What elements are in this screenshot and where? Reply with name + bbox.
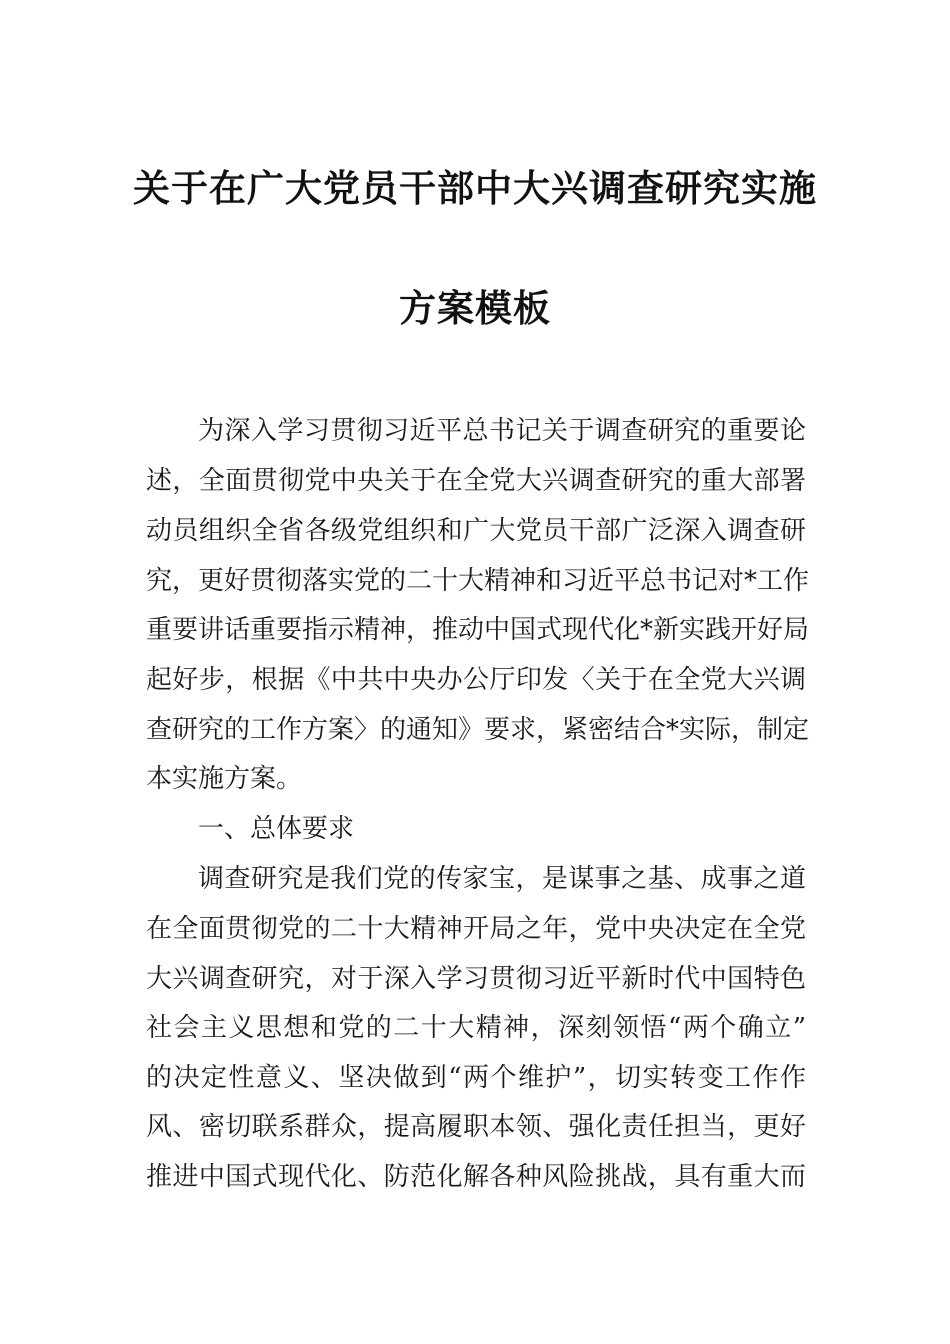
body-line: 大兴调查研究，对于深入学习贯彻习近平新时代中国特色	[146, 964, 806, 994]
section-heading: 一、总体要求	[198, 814, 355, 844]
body-line: 的决定性意义、坚决做到“两个维护”，切实转变工作作	[146, 1063, 806, 1093]
body-line: 查研究的工作方案〉的通知》要求，紧密结合*实际，制定	[146, 715, 810, 745]
body-line: 社会主义思想和党的二十大精神，深刻领悟“两个确立”	[146, 1013, 806, 1043]
body-line: 调查研究是我们党的传家宝，是谋事之基、成事之道	[198, 864, 806, 894]
body-line: 本实施方案。	[146, 764, 303, 794]
body-line: 究，更好贯彻落实党的二十大精神和习近平总书记对*工作	[146, 566, 810, 596]
body-line: 风、密切联系群众，提高履职本领、强化责任担当，更好	[146, 1112, 806, 1142]
body-line: 述，全面贯彻党中央关于在全党大兴调查研究的重大部署	[146, 466, 806, 496]
document-title-line-2: 方案模板	[399, 287, 551, 330]
body-line: 重要讲话重要指示精神，推动中国式现代化*新实践开好局	[146, 615, 810, 645]
body-line: 推进中国式现代化、防范化解各种风险挑战，具有重大而	[146, 1162, 806, 1192]
document-title-line-1: 关于在广大党员干部中大兴调查研究实施	[133, 167, 817, 210]
body-line: 为深入学习贯彻习近平总书记关于调查研究的重要论	[198, 416, 806, 446]
body-line: 动员组织全省各级党组织和广大党员干部广泛深入调查研	[146, 516, 806, 546]
body-line: 在全面贯彻党的二十大精神开局之年，党中央决定在全党	[146, 914, 806, 944]
body-line: 起好步，根据《中共中央办公厅印发〈关于在全党大兴调	[146, 665, 806, 695]
